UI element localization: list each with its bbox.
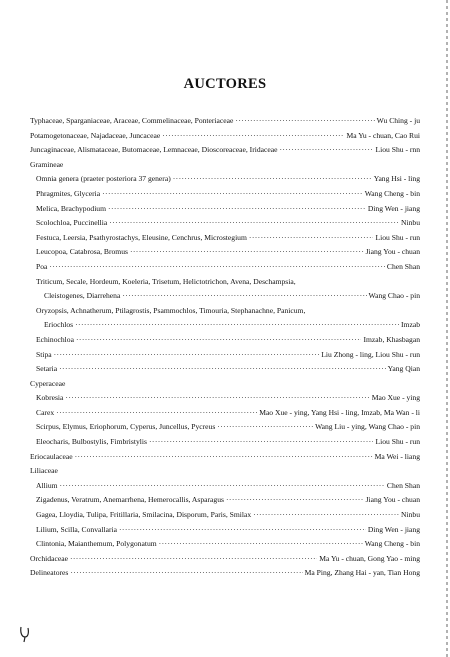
taxon-label: Gagea, Lloydia, Tulipa, Fritillaria, Smilacina, Disporum, Paris, Smilax [36, 510, 252, 520]
dot-leader [54, 348, 320, 363]
taxon-label: Triticum, Secale, Hordeum, Koeleria, Trisetum, Helictotrichon, Avena, Deschampsia, [36, 276, 296, 286]
author-name: Wu Ching - ju [376, 116, 420, 125]
author-name: Jiang You - chuan [365, 495, 420, 505]
taxon-label: Delineatores [30, 568, 69, 578]
list-item [30, 333, 420, 348]
dot-leader [75, 318, 399, 333]
list-item [30, 391, 420, 406]
list-item [30, 362, 420, 377]
dot-leader [75, 450, 373, 465]
list-item [30, 435, 420, 450]
list-item [30, 260, 420, 275]
page-edge [446, 0, 448, 657]
author-name: Wang Chao - pin [368, 291, 420, 301]
dot-leader [130, 245, 364, 260]
dot-leader [65, 391, 369, 406]
taxon-label: Setaria [36, 364, 58, 374]
author-name: Mao Xue - ying [371, 393, 420, 403]
author-name: Ma Yu - chuan, Cao Rui [346, 130, 420, 140]
taxon-label: Festuca, Leersia, Psathyrostachys, Eleusine, Cenchrus, Microstegium [36, 232, 247, 242]
list-item [30, 143, 420, 158]
taxon-label: Eriocaulaceae [30, 451, 73, 461]
list-item [30, 114, 420, 129]
author-name: Ding Wen - jiang [367, 203, 420, 213]
dot-leader [109, 216, 399, 231]
taxon-label: Oryzopsis, Achnatherum, Ptilagrostis, Psammochlos, Timouria, Stephanachne, Panicum, [36, 305, 306, 315]
handwritten-mark [18, 625, 32, 643]
taxon-label: Gramineae [30, 159, 64, 169]
author-name: Yang Qian [387, 364, 420, 374]
list-item [30, 172, 420, 187]
list-item [30, 523, 420, 538]
section-heading [30, 275, 420, 290]
taxon-label: Eleocharis, Bulbostylis, Fimbristylis [36, 437, 147, 447]
dot-leader [217, 420, 313, 435]
taxon-label: Scolochloa, Puccinellia [36, 218, 108, 228]
section-heading [30, 464, 420, 479]
taxon-label: Phragmites, Glyceria [36, 188, 101, 198]
dot-leader [70, 566, 302, 581]
list-item [30, 202, 420, 217]
taxon-label: Zigadenus, Veratrum, Anemarrhena, Hemerocallis, Asparagus [36, 495, 224, 505]
list-item [30, 537, 420, 552]
dot-leader [173, 172, 372, 187]
taxon-label: Lilium, Scilla, Convallaria [36, 524, 117, 534]
author-name: Wang Cheng - bin [364, 539, 420, 549]
dot-leader [162, 129, 344, 144]
section-heading [30, 304, 420, 319]
list-item [30, 129, 420, 144]
section-heading [30, 377, 420, 392]
author-name: Chen Shan [386, 261, 420, 271]
author-name: Wang Liu - ying, Wang Chao - pin [315, 422, 420, 432]
taxon-label: Eriochlos [44, 320, 74, 330]
list-item [30, 450, 420, 465]
list-item [30, 231, 420, 246]
dot-leader [235, 114, 374, 129]
page-title: AUCTORES [183, 76, 267, 92]
taxon-label: Echinochloa [36, 334, 74, 344]
list-item [30, 348, 420, 363]
author-name: Ninbu [401, 218, 420, 228]
author-name: Ma Yu - chuan, Gong Yao - ming [319, 553, 420, 563]
taxon-label: Scirpus, Elymus, Eriophorum, Cyperus, Juncellus, Pycreus [36, 422, 216, 432]
list-item [30, 566, 420, 581]
dot-leader [60, 479, 385, 494]
taxon-label: Cleistogenes, Diarrehena [44, 291, 121, 301]
list-item [30, 245, 420, 260]
list-item [30, 552, 420, 567]
dot-leader [149, 435, 374, 450]
dot-leader [159, 537, 363, 552]
dot-leader [279, 143, 373, 158]
list-item [30, 318, 420, 333]
author-name: Imzab, Khasbagan [363, 334, 420, 344]
list-item [30, 187, 420, 202]
author-name: Liou Shu - rnn [375, 145, 420, 155]
taxon-label: Juncaginaceae, Alismataceae, Butomaceae, Lemnaceae, Dioscoreaceae, Iridaceae [30, 145, 278, 155]
dot-leader [122, 289, 366, 304]
author-name: Jiang You - chuan [365, 247, 420, 257]
author-name: Imzab [401, 320, 420, 330]
dot-leader [249, 231, 374, 246]
taxon-label: Melica, Brachypodium [36, 203, 107, 213]
taxon-label: Cyperaceae [30, 378, 66, 388]
section-heading [30, 158, 420, 173]
list-item [30, 289, 420, 304]
dot-leader [119, 523, 366, 538]
author-name: Ma Wei - liang [374, 451, 420, 461]
taxon-label: Liliaceae [30, 466, 58, 476]
author-name: Liu Zhong - ling, Liou Shu - run [321, 349, 420, 359]
taxon-label: Typhaceae, Sparganiaceae, Araceae, Commelinaceae, Ponteriaceae [30, 116, 234, 125]
author-name: Mao Xue - ying, Yang Hsi - ling, Imzab, Ma Wan - li [259, 407, 420, 417]
author-name: Yang Hsi - ling [373, 174, 420, 184]
list-item [30, 216, 420, 231]
list-item [30, 420, 420, 435]
taxon-label: Allium [36, 480, 58, 490]
taxon-label: Orchidaceae [30, 553, 68, 563]
taxon-label: Clintonia, Maianthemum, Polygonatum [36, 539, 157, 549]
author-name: Ninbu [401, 510, 420, 520]
dot-leader [253, 508, 399, 523]
list-item [30, 479, 420, 494]
dot-leader [108, 202, 366, 217]
author-name: Ding Wen - jiang [367, 524, 420, 534]
taxon-label: Carex [36, 407, 55, 417]
author-name: Liou Shu - run [375, 437, 420, 447]
author-name: Ma Ping, Zhang Hai - yan, Tian Hong [304, 568, 420, 578]
taxon-label: Omnia genera (praeter posteriora 37 genera) [36, 174, 171, 184]
dot-leader [56, 406, 257, 421]
taxon-label: Poa [36, 261, 48, 271]
dot-leader [70, 552, 317, 567]
author-name: Wang Cheng - bin [364, 188, 420, 198]
author-name: Liou Shu - run [375, 232, 420, 242]
dot-leader [102, 187, 363, 202]
authors-list [30, 114, 420, 581]
author-name: Chen Shan [386, 480, 420, 490]
dot-leader [59, 362, 386, 377]
taxon-label: Leucopoa, Catabrosa, Bromus [36, 247, 128, 257]
taxon-label: Kobresia [36, 393, 64, 403]
dot-leader [76, 333, 362, 348]
dot-leader [49, 260, 384, 275]
list-item [30, 406, 420, 421]
list-item [30, 493, 420, 508]
taxon-label: Potamogetonaceae, Najadaceae, Juncaceae [30, 130, 161, 140]
list-item [30, 508, 420, 523]
dot-leader [226, 493, 364, 508]
taxon-label: Stipa [36, 349, 52, 359]
